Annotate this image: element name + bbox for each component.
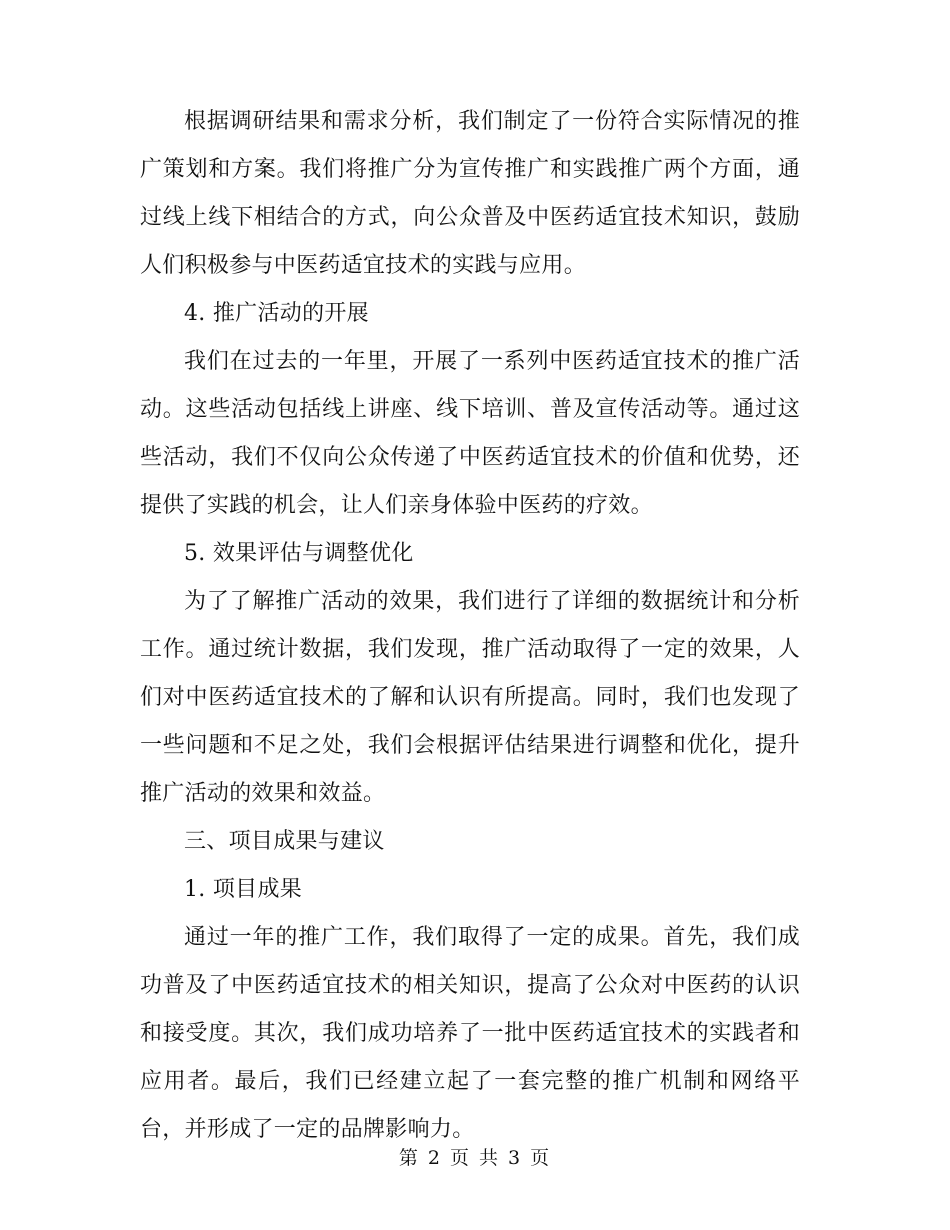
document-body [140, 98, 800, 1154]
paragraph-activities: 我们在过去的一年里，开展了一系列中医药适宜技术的推广活动。这些活动包括线上讲座、线下培训、普及宣传活动等。通过这些活动，我们不仅向公众传递了中医药适宜技术的价值和优势，还提供了实践的机会，让人们亲身体验中医药的疗效。 [140, 349, 800, 518]
page-number-footer: 第 2 页 共 3 页 [398, 1147, 552, 1169]
paragraph-evaluation: 为了了解推广活动的效果，我们进行了详细的数据统计和分析工作。通过统计数据，我们发现，推广活动取得了一定的效果，人们对中医药适宜技术的了解和认识有所提高。同时，我们也发现了一些问题和不足之处，我们会根据评估结果进行调整和优化，提升推广活动的效果和效益。 [140, 589, 800, 806]
heading-promotion-activities: 4. 推广活动的开展 [184, 301, 369, 326]
heading-project-results: 1. 项目成果 [184, 877, 303, 902]
heading-section-three: 三、项目成果与建议 [184, 829, 385, 854]
paragraph-plan: 根据调研结果和需求分析，我们制定了一份符合实际情况的推广策划和方案。我们将推广分为宣传推广和实践推广两个方面，通过线上线下相结合的方式，向公众普及中医药适宜技术知识，鼓励人们积极参与中医药适宜技术的实践与应用。 [140, 109, 800, 278]
heading-evaluation: 5. 效果评估与调整优化 [184, 541, 414, 566]
paragraph-results: 通过一年的推广工作，我们取得了一定的成果。首先，我们成功普及了中医药适宜技术的相关知识，提高了公众对中医药的认识和接受度。其次，我们成功培养了一批中医药适宜技术的实践者和应用者。最后，我们已经建立起了一套完整的推广机制和网络平台，并形成了一定的品牌影响力。 [140, 925, 800, 1142]
